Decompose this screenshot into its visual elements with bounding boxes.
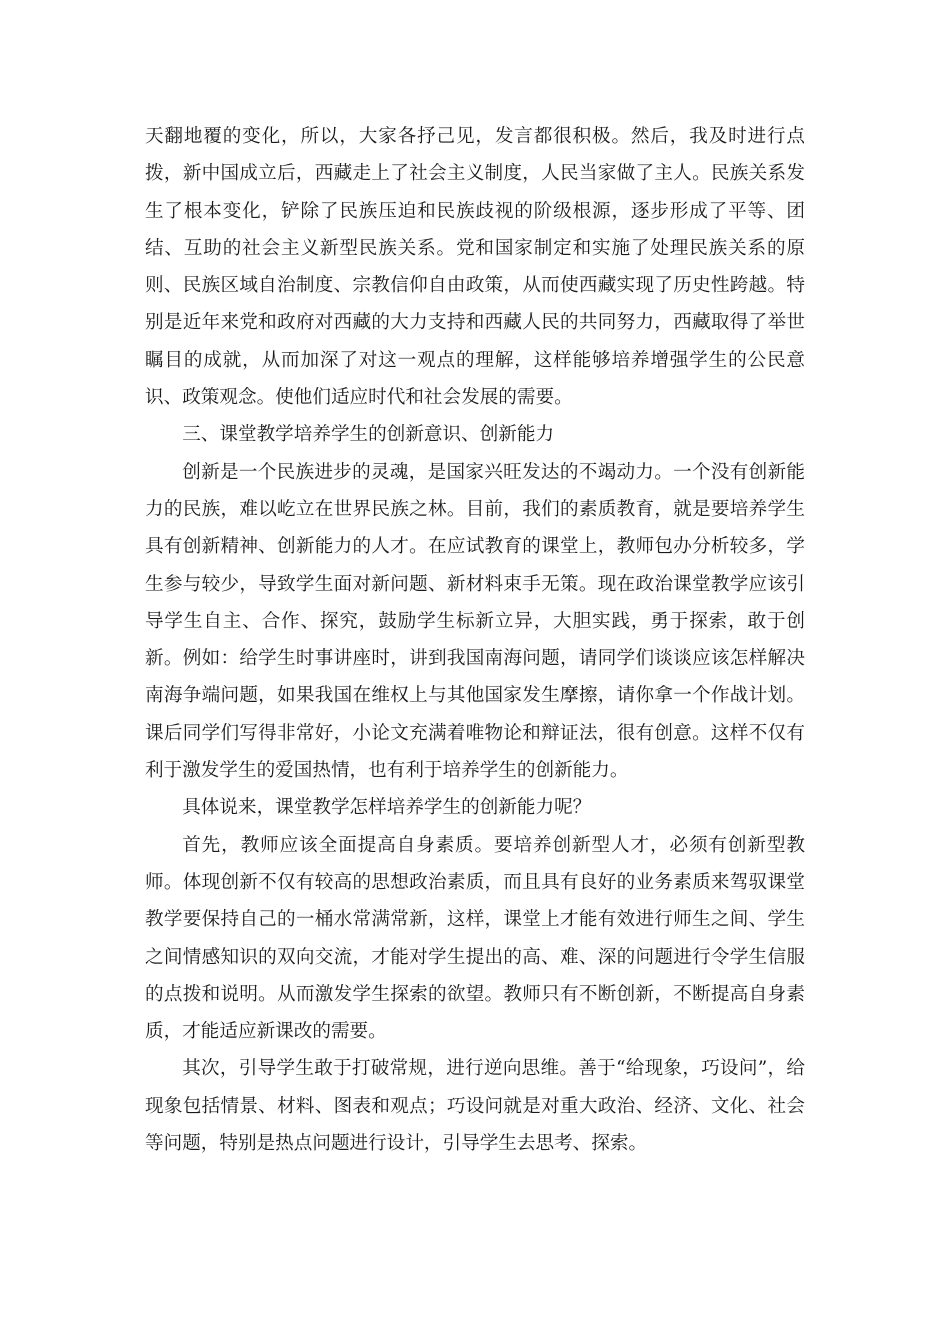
paragraph-second: 其次，引导学生敢于打破常规，进行逆向思维。善于“给现象，巧设问”，给现象包括情景、材料、图表和观点；巧设问就是对重大政治、经济、文化、社会等问题，特别是热点问题进行设计，引导学生去思考、探索。 bbox=[145, 1058, 805, 1155]
paragraph-first: 首先，教师应该全面提高自身素质。要培养创新型人才，必须有创新型教师。体现创新不仅有较高的思想政治素质，而且具有良好的业务素质来驾驭课堂教学要保持自己的一桶水常满常新，这样，课堂上才能有效进行师生之间、学生之间情感知识的双向交流，才能对学生提出的高、难、深的问题进行令学生信服的点拨和说明。从而激发学生探索的欲望。教师只有不断创新，不断提高自身素质，才能适应新课改的需要。 bbox=[145, 834, 805, 1043]
paragraph-innovation: 创新是一个民族进步的灵魂，是国家兴旺发达的不竭动力。一个没有创新能力的民族，难以屹立在世界民族之林。目前，我们的素质教育，就是要培养学生具有创新精神、创新能力的人才。在应试教育的课堂上，教师包办分析较多，学生参与较少，导致学生面对新问题、新材料束手无策。现在政治课堂教学应该引导学生自主、合作、探究，鼓励学生标新立异，大胆实践，勇于探索，敢于创新。例如：给学生时事讲座时，讲到我国南海问题，请同学们谈谈应该怎样解决南海争端问题，如果我国在维权上与其他国家发生摩擦，请你拿一个作战计划。课后同学们写得非常好，小论文充满着唯物论和辩证法，很有创意。这样不仅有利于激发学生的爱国热情，也有利于培养学生的创新能力。 bbox=[145, 461, 805, 782]
section-heading: 三、课堂教学培养学生的创新意识、创新能力 bbox=[182, 424, 555, 446]
paragraph-question: 具体说来，课堂教学怎样培养学生的创新能力呢？ bbox=[182, 797, 592, 819]
document-page bbox=[145, 118, 805, 1162]
paragraph-continuation: 天翻地覆的变化，所以，大家各抒己见，发言都很积极。然后，我及时进行点拨，新中国成立后，西藏走上了社会主义制度，人民当家做了主人。民族关系发生了根本变化，铲除了民族压迫和民族歧视的阶级根源，逐步形成了平等、团结、互助的社会主义新型民族关系。党和国家制定和实施了处理民族关系的原则、民族区域自治制度、宗教信仰自由政策，从而使西藏实现了历史性跨越。特别是近年来党和政府对西藏的大力支持和西藏人民的共同努力，西藏取得了举世瞩目的成就，从而加深了对这一观点的理解，这样能够培养增强学生的公民意识、政策观念。使他们适应时代和社会发展的需要。 bbox=[145, 126, 805, 409]
